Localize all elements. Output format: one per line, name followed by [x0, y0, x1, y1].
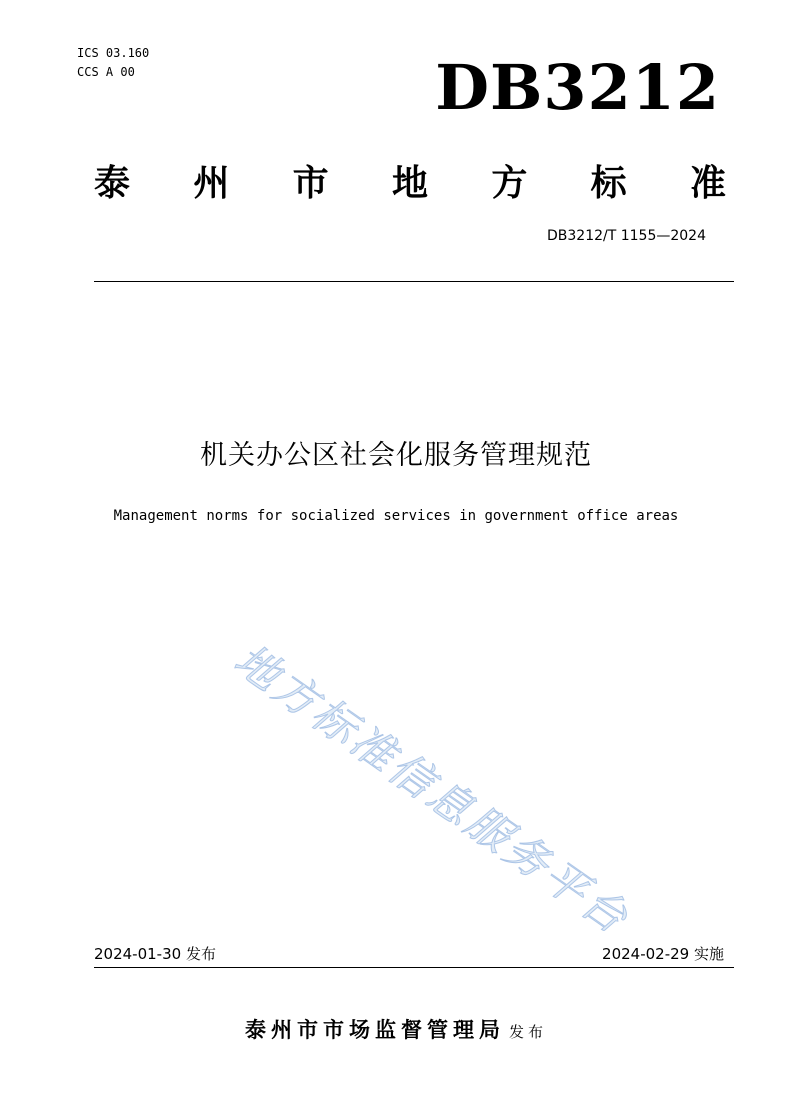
standard-kind-char: 泰 — [94, 162, 131, 204]
header-divider — [94, 281, 734, 282]
standard-kind-char: 州 — [193, 162, 230, 204]
publish-date: 2024-01-30 发布 — [94, 945, 216, 963]
standard-kind-char: 市 — [292, 162, 329, 204]
ccs-code: CCS A 00 — [77, 65, 135, 79]
effective-date: 2024-02-29 实施 — [602, 945, 724, 963]
standard-kind-char: 方 — [491, 162, 528, 204]
standard-number: DB3212/T 1155—2024 — [547, 228, 706, 244]
watermark: 地方标准信息服务平台 — [225, 634, 639, 946]
issuer-suffix: 发布 — [508, 1023, 547, 1041]
footer-divider — [94, 967, 734, 968]
issuer-name: 泰州市市场监督管理局 — [244, 1017, 505, 1042]
classification-codes — [77, 44, 149, 82]
standard-kind-char: 准 — [689, 162, 726, 204]
standard-kind — [94, 159, 726, 207]
document-title-cn: 机关办公区社会化服务管理规范 — [200, 440, 592, 471]
issuer — [0, 1014, 792, 1048]
ics-code: ICS 03.160 — [77, 46, 150, 60]
standard-kind-char: 地 — [391, 162, 428, 204]
standard-code: DB3212 — [435, 51, 720, 124]
document-title-en: Management norms for socialized services in government office areas — [113, 508, 679, 524]
standard-kind-char: 标 — [590, 162, 627, 204]
